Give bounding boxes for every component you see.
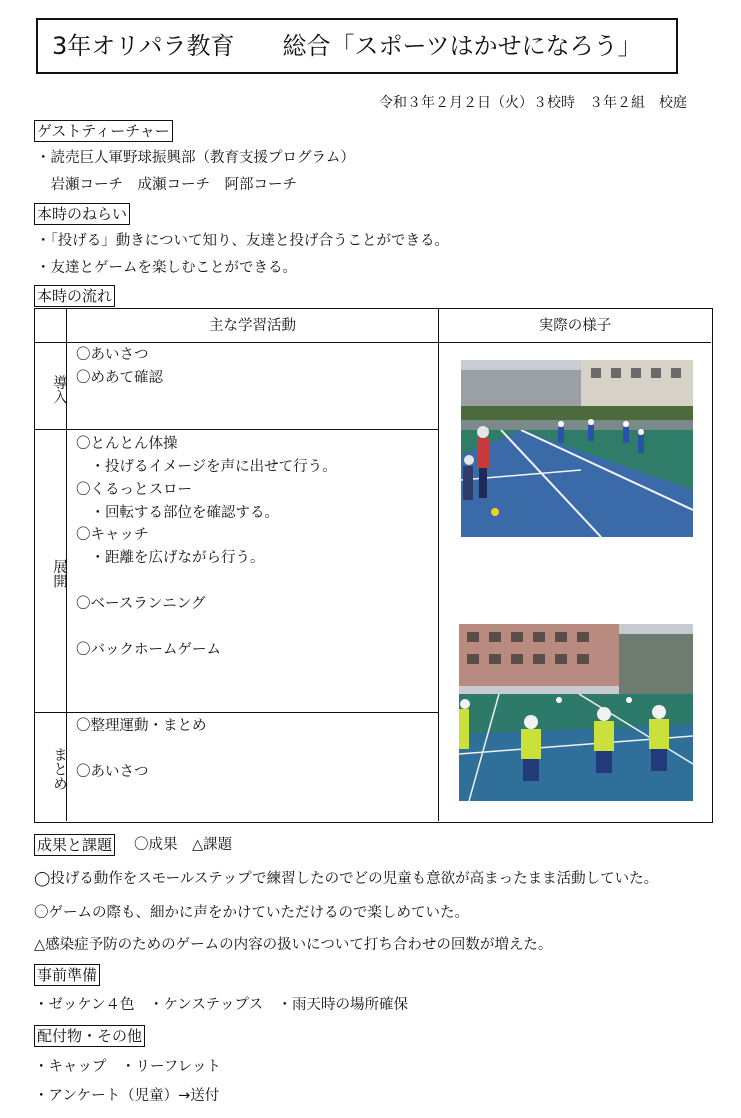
result-item-2: 〇ゲームの際も、細かに声をかけていただけるので楽しめていた。 (34, 905, 469, 921)
result-item-1: ◯投げる動作をスモールステップで練習したのでどの児童も意欲が高まったまま活動していた。 (34, 871, 659, 887)
page-title: 3年オリパラ教育 総合「スポーツはかせになろう」 (36, 18, 678, 74)
develop-line-8: 〇バックホームゲーム (76, 642, 221, 658)
result-item-3: △感染症予防のためのゲームの内容の扱いについて打ち合わせの回数が増えた。 (34, 937, 553, 953)
phase-develop: 展開 (51, 558, 67, 588)
date-line: 令和３年２月２日（火）３校時 ３年２組 校庭 (379, 95, 687, 111)
guest-org: ・読売巨人軍野球振興部（教育支援プログラム） (36, 150, 355, 166)
handouts-heading: 配付物・その他 (34, 1025, 145, 1047)
develop-line-7: 〇ベースランニング (76, 596, 206, 612)
develop-line-4: ・回転する部位を確認する。 (76, 505, 279, 521)
results-heading: 成果と課題 (34, 834, 115, 856)
handout-item-1: ・キャップ ・リーフレット (34, 1059, 222, 1075)
intro-line-1: 〇あいさつ (76, 347, 149, 363)
aims-heading: 本時のねらい (34, 203, 130, 225)
aim-item-2: ・友達とゲームを楽しむことができる。 (36, 260, 297, 276)
photo-throwing-practice (461, 360, 693, 537)
guest-heading: ゲストティーチャー (34, 120, 173, 142)
photo-backhome-game (459, 624, 693, 801)
develop-line-2: ・投げるイメージを声に出せて行う。 (76, 459, 337, 475)
intro-line-2: 〇めあて確認 (76, 370, 163, 386)
phase-intro: 導入 (51, 374, 67, 404)
flow-heading: 本時の流れ (34, 285, 115, 307)
flow-table (34, 308, 713, 823)
guest-coaches: 岩瀬コーチ 成瀬コーチ 阿部コーチ (36, 177, 297, 193)
summary-line-2: 〇あいさつ (76, 764, 149, 780)
col-photos-header: 実際の様子 (538, 318, 612, 334)
prep-heading: 事前準備 (34, 964, 100, 986)
summary-line-1: 〇整理運動・まとめ (76, 718, 207, 734)
results-legend: 〇成果 △課題 (134, 837, 233, 853)
col-activity-header: 主な学習活動 (209, 318, 296, 334)
develop-line-6: ・距離を広げながら行う。 (76, 550, 265, 566)
prep-items: ・ゼッケン４色 ・ケンステップス ・雨天時の場所確保 (34, 997, 408, 1013)
aim-item-1: ・「投げる」動きについて知り、友達と投げ合うことができる。 (36, 233, 449, 249)
handout-item-2: ・アンケート（児童）→送付 (34, 1088, 220, 1104)
develop-line-1: 〇とんとん体操 (76, 436, 178, 452)
phase-summary: まとめ (51, 747, 67, 791)
develop-line-3: 〇くるっとスロー (76, 482, 192, 498)
develop-line-5: 〇キャッチ (76, 527, 149, 543)
